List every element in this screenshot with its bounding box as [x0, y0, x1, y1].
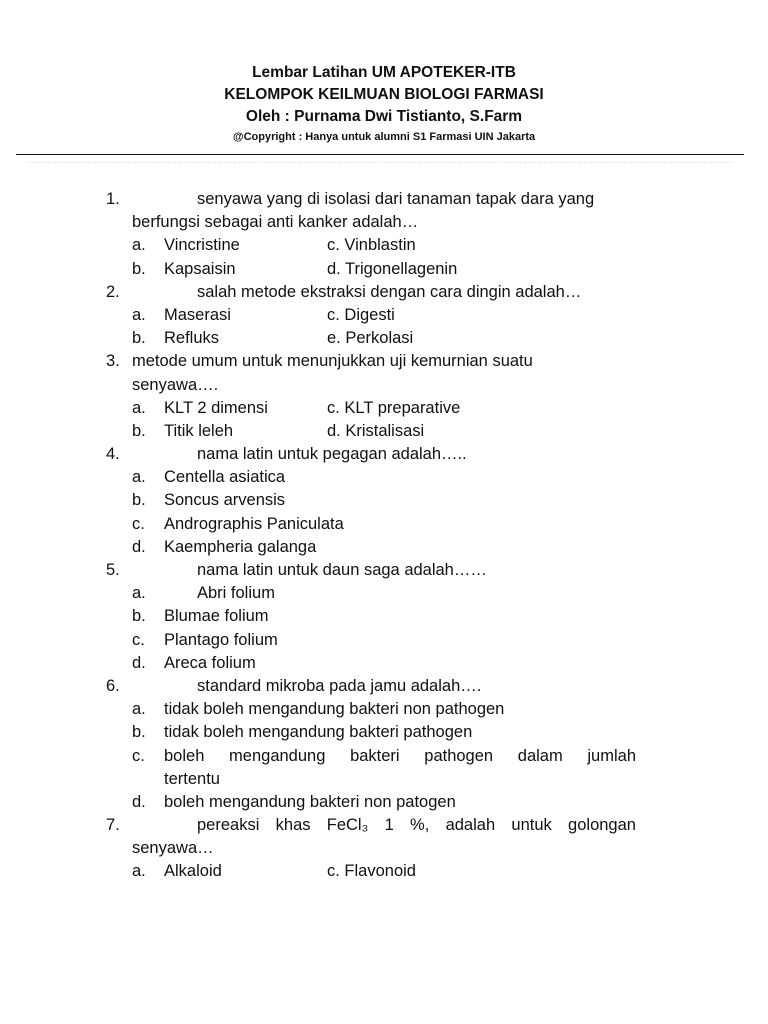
question-list [106, 188, 636, 884]
question-text-continued: senyawa… [132, 839, 214, 858]
option-b: Titik leleh [164, 421, 234, 440]
question-number: 5. [106, 561, 120, 579]
option-row [106, 304, 636, 327]
option-row [106, 327, 636, 350]
word: pereaksi [197, 816, 260, 835]
question-number: 6. [106, 676, 120, 695]
option-c [164, 745, 636, 768]
option-label: a. [132, 468, 146, 487]
question-number: 7. [106, 816, 120, 835]
word: dalam [517, 746, 563, 765]
option-b: Kapsaisin [164, 259, 236, 278]
option-a: tidak boleh mengandung bakteri non pathogen [164, 700, 505, 719]
question-4 [106, 443, 636, 466]
option-label: b. [132, 329, 146, 348]
option-a: Maserasi [164, 305, 231, 324]
question-5 [106, 559, 636, 582]
option-d: Areca folium [164, 653, 256, 672]
option-label: c. [132, 514, 145, 533]
word: boleh [164, 746, 205, 765]
question-text: nama latin untuk daun saga adalah…… [197, 561, 487, 579]
option-label: d. [132, 792, 146, 811]
word: khas [275, 816, 311, 835]
question-7 [106, 814, 636, 837]
option-row [106, 234, 636, 257]
question-text: metode umum untuk menunjukkan uji kemurnian suatu [132, 352, 533, 371]
header-faint-divider [28, 162, 732, 163]
option-row [106, 860, 636, 883]
header-department: KELOMPOK KEILMUAN BIOLOGI FARMASI [224, 86, 544, 103]
option-a: Centella asiatica [164, 468, 286, 487]
option-row [106, 745, 636, 768]
option-label: d. [132, 653, 146, 672]
header-title: Lembar Latihan UM APOTEKER-ITB [252, 64, 516, 81]
option-label: a. [132, 862, 146, 881]
option-label: d. [132, 537, 146, 556]
question-6 [106, 675, 636, 698]
question-1 [106, 188, 636, 211]
question-text [197, 814, 636, 837]
option-row [106, 258, 636, 281]
option-row [106, 629, 636, 652]
option-a: Alkaloid [164, 862, 222, 881]
option-label: c. [132, 746, 145, 765]
option-row [106, 652, 636, 675]
option-label: b. [132, 421, 146, 440]
option-d: Kaempheria galanga [164, 537, 317, 556]
option-c: Plantago folium [164, 630, 278, 649]
option-label: a. [132, 398, 146, 417]
question-number: 1. [106, 190, 120, 208]
option-c: c. Vinblastin [327, 236, 416, 255]
word: mengandung [229, 746, 326, 765]
option-c-continued: tertentu [164, 769, 220, 788]
option-row [106, 536, 636, 559]
option-row [106, 791, 636, 814]
option-c: c. Digesti [327, 305, 395, 324]
word: FeCl₃ [326, 816, 369, 835]
option-row [106, 513, 636, 536]
word: untuk [511, 816, 552, 835]
option-d: d. Trigonellagenin [327, 259, 458, 278]
question-3 [106, 350, 636, 373]
option-row [106, 420, 636, 443]
word: adalah [445, 816, 496, 835]
option-a: Abri folium [197, 584, 275, 603]
option-label: a. [132, 305, 146, 324]
word: 1 [384, 816, 394, 835]
question-text-continued: senyawa…. [132, 375, 219, 394]
option-row [106, 721, 636, 744]
option-a: KLT 2 dimensi [164, 398, 268, 417]
question-text: salah metode ekstraksi dengan cara dingin adalah… [197, 282, 582, 301]
option-b: Soncus arvensis [164, 491, 286, 510]
option-label: a. [132, 236, 146, 255]
document-header [0, 62, 768, 145]
option-c: c. Flavonoid [327, 862, 416, 881]
option-row [106, 489, 636, 512]
question-text-continued: berfungsi sebagai anti kanker adalah… [132, 213, 419, 232]
option-c: Andrographis Paniculata [164, 514, 344, 533]
option-label: b. [132, 491, 146, 510]
option-row [106, 582, 636, 605]
option-row [106, 397, 636, 420]
option-label: b. [132, 259, 146, 278]
header-divider [16, 154, 744, 155]
header-copyright: @Copyright : Hanya untuk alumni S1 Farmasi UIN Jakarta [232, 131, 536, 143]
option-row [106, 698, 636, 721]
question-number: 4. [106, 445, 120, 464]
option-row [106, 466, 636, 489]
word: bakteri [350, 746, 400, 765]
option-label: b. [132, 607, 146, 626]
option-b: Refluks [164, 329, 220, 348]
option-c: c. KLT preparative [327, 398, 461, 417]
word: golongan [568, 816, 636, 835]
option-b: tidak boleh mengandung bakteri pathogen [164, 723, 473, 742]
option-label: b. [132, 723, 146, 742]
question-number: 2. [106, 282, 120, 301]
header-author: Oleh : Purnama Dwi Tistianto, S.Farm [245, 108, 523, 125]
word: jumlah [587, 746, 636, 765]
option-label: c. [132, 630, 145, 649]
option-d: d. Kristalisasi [327, 421, 425, 440]
option-a: Vincristine [164, 236, 240, 255]
question-text: nama latin untuk pegagan adalah….. [197, 445, 467, 464]
word: pathogen [424, 746, 494, 765]
question-text: standard mikroba pada jamu adalah…. [197, 676, 482, 695]
word: %, [410, 816, 430, 835]
option-e: e. Perkolasi [327, 329, 414, 348]
option-b: Blumae folium [164, 607, 269, 626]
question-number: 3. [106, 352, 120, 371]
option-label: a. [132, 584, 146, 603]
option-label: a. [132, 700, 146, 719]
option-row [106, 605, 636, 628]
question-text: senyawa yang di isolasi dari tanaman tapak dara yang [197, 190, 595, 208]
option-d: boleh mengandung bakteri non patogen [164, 792, 456, 811]
question-2 [106, 281, 636, 304]
